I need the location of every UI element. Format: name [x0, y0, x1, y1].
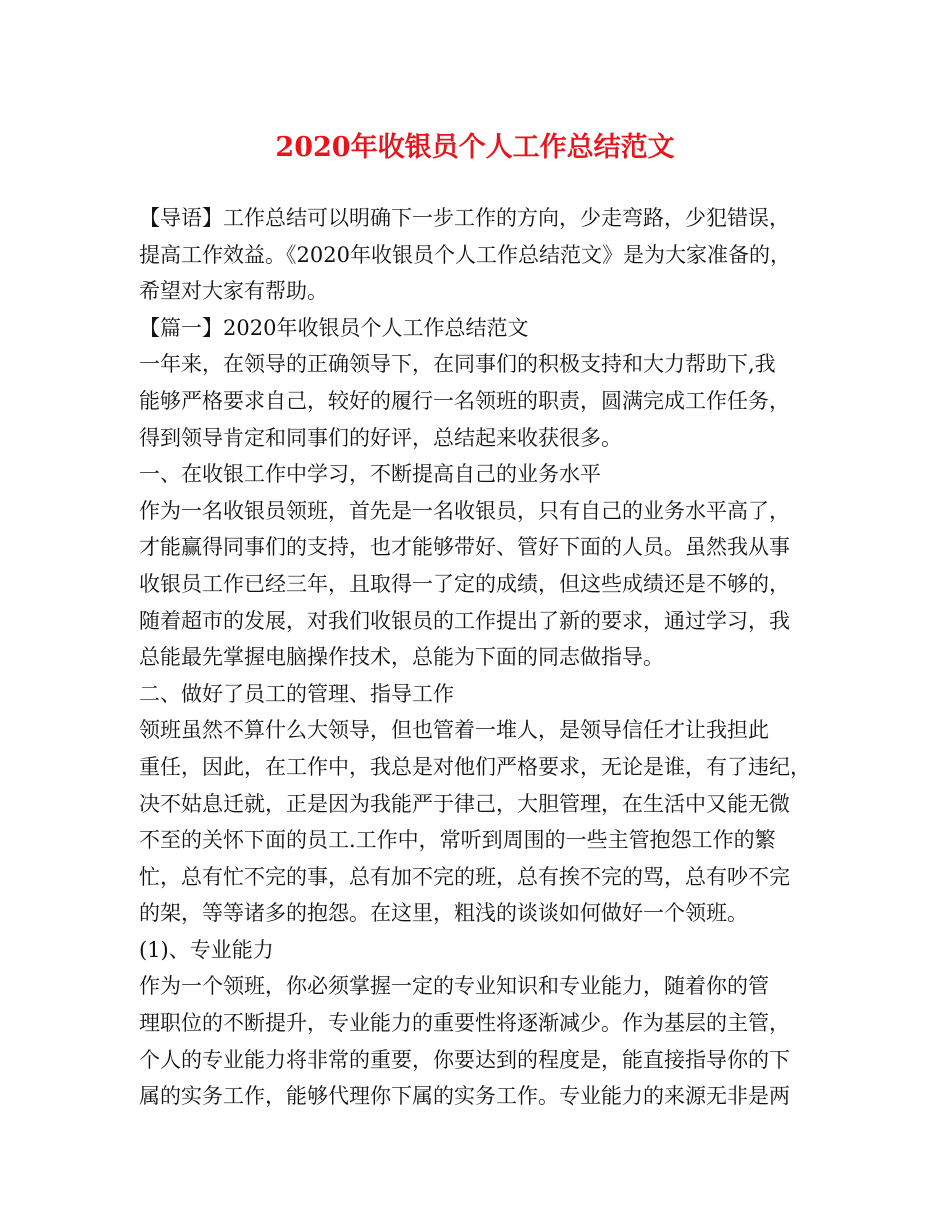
text-line: 总能最先掌握电脑操作技术，总能为下面的同志做指导。: [139, 645, 664, 670]
text-line: 【导语】工作总结可以明确下一步工作的方向，少走弯路，少犯错误，: [139, 206, 790, 230]
text-line: 一年来，在领导的正确领导下，在同事们的积极支持和大力帮助下,我: [139, 352, 776, 377]
text-line: 作为一名收银员领班，首先是一名收银员，只有自己的业务水平高了，: [139, 498, 790, 523]
document-title: 2020年收银员个人工作总结范文: [275, 132, 675, 163]
text-line: 决不姑息迁就，正是因为我能严于律己，大胆管理，在生活中又能无微: [139, 791, 790, 816]
text-line: 随着超市的发展，对我们收银员的工作提出了新的要求，通过学习，我: [139, 608, 790, 633]
text-line: 理职位的不断提升，专业能力的重要性将逐渐减少。作为基层的主管，: [139, 1011, 790, 1036]
text-line: 希望对大家有帮助。: [139, 279, 328, 304]
text-line: 收银员工作已经三年，且取得一了定的成绩，但这些成绩还是不够的，: [139, 571, 790, 596]
text-line: 才能赢得同事们的支持，也才能够带好、管好下面的人员。虽然我从事: [139, 535, 790, 560]
subheading-line: 一、在收银工作中学习，不断提高自己的业务水平: [139, 462, 601, 487]
text-line: 个人的专业能力将非常的重要，你要达到的程度是，能直接指导你的下: [139, 1047, 790, 1072]
subheading-line: (1)、专业能力: [139, 937, 274, 962]
document-body: [139, 200, 829, 1115]
text-line: 作为一个领班，你必须掌握一定的专业知识和专业能力，随着你的管: [139, 974, 769, 999]
text-line: 属的实务工作，能够代理你下属的实务工作。专业能力的来源无非是两: [139, 1084, 790, 1109]
subheading-line: 二、做好了员工的管理、指导工作: [139, 681, 454, 706]
text-line: 领班虽然不算什么大领导，但也管着一堆人，是领导信任才让我担此: [139, 718, 769, 743]
text-line: 提高工作效益。《2020年收银员个人工作总结范文》是为大家准备的，: [139, 242, 791, 267]
section-heading-line: 【篇一】2020年收银员个人工作总结范文: [139, 315, 529, 340]
text-line: 能够严格要求自己，较好的履行一名领班的职责，圆满完成工作任务，: [139, 388, 790, 413]
text-line: 不至的关怀下面的员工.工作中，常听到周围的一些主管抱怨工作的繁: [139, 828, 776, 853]
text-line: 得到领导肯定和同事们的好评，总结起来收获很多。: [139, 425, 622, 450]
text-line: 忙，总有忙不完的事，总有加不完的班，总有挨不完的骂，总有吵不完: [139, 864, 790, 889]
text-line: 的架，等等诸多的抱怨。在这里，粗浅的谈谈如何做好一个领班。: [139, 901, 748, 926]
text-line: 重任，因此，在工作中，我总是对他们严格要求，无论是谁，有了违纪，: [139, 754, 811, 779]
